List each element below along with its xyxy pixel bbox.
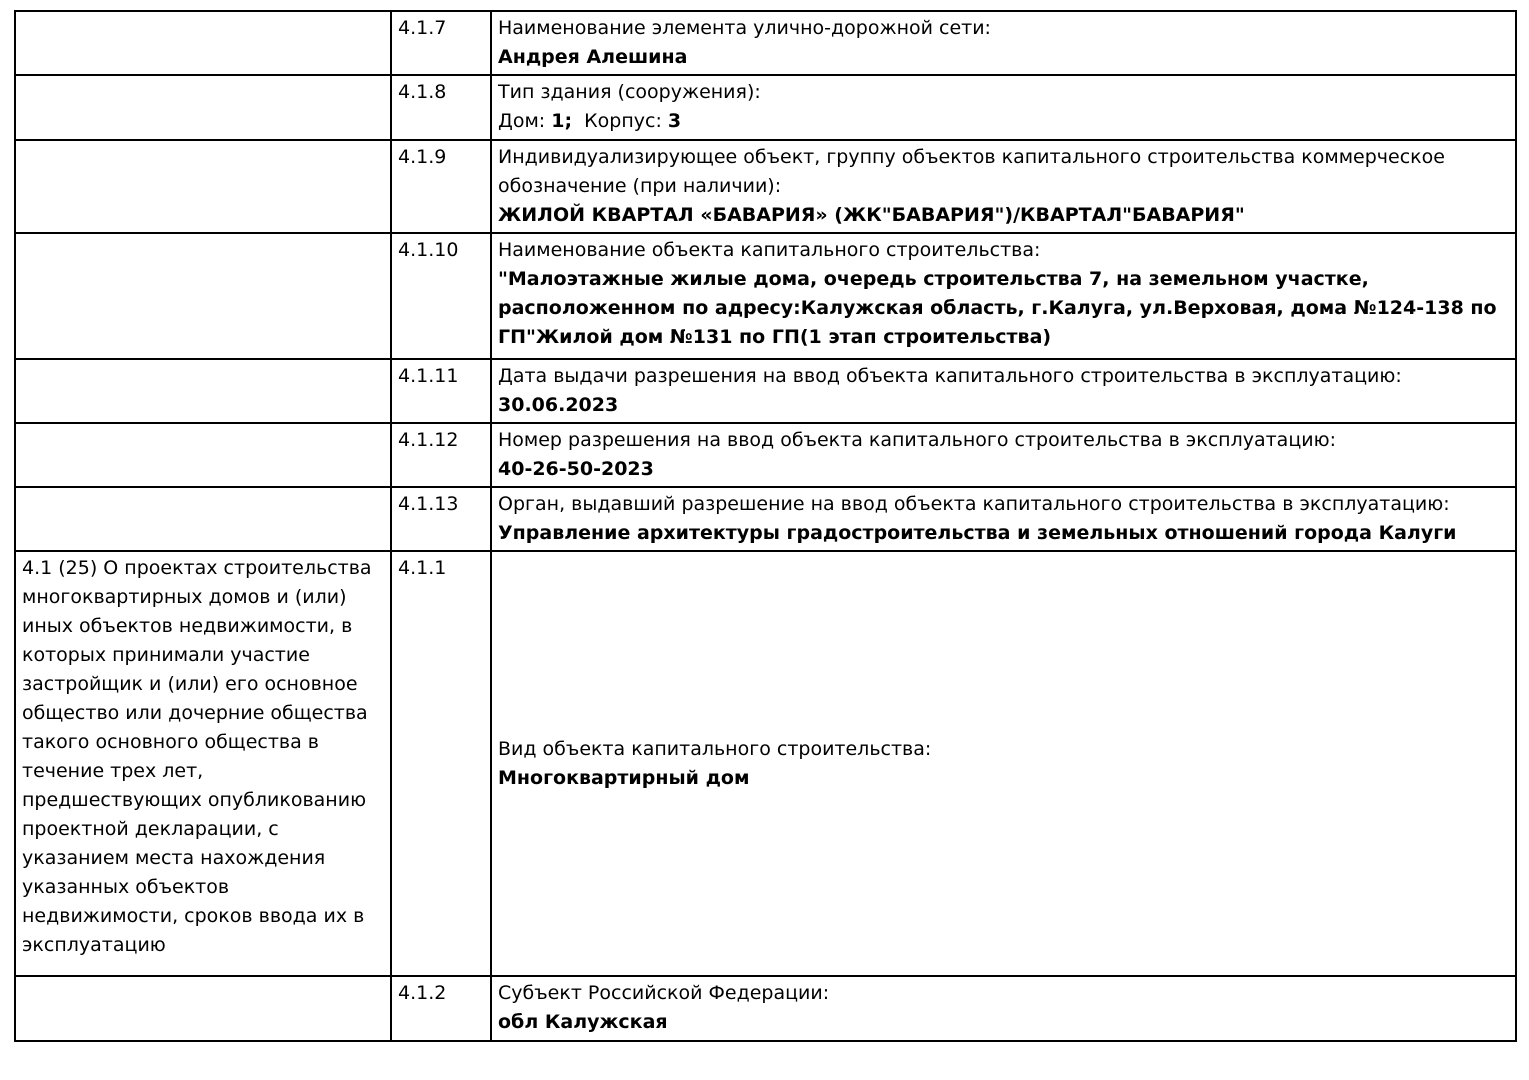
- declaration-table: [14, 10, 1517, 1042]
- row-number: 4.1.11: [391, 359, 491, 423]
- field-label: Субъект Российской Федерации:: [498, 982, 830, 1004]
- field-label: Индивидуализирующее объект, группу объектов капитального строительства коммерческое обозначение (при наличии):: [498, 146, 1445, 197]
- field-label: Вид объекта капитального строительства:: [498, 737, 932, 760]
- field-label: Наименование объекта капитального строительства:: [498, 239, 1041, 261]
- table-row: [15, 140, 1516, 233]
- table-row: [15, 359, 1516, 423]
- section-cell-empty: [15, 11, 391, 75]
- field-cell: [491, 140, 1516, 233]
- section-cell-empty: [15, 140, 391, 233]
- row-number: 4.1.7: [391, 11, 491, 75]
- section-cell-empty: [15, 359, 391, 423]
- row-number: 4.1.13: [391, 487, 491, 551]
- table-row: [15, 75, 1516, 140]
- field-value: обл Калужская: [498, 1011, 668, 1033]
- section-cell-empty: [15, 75, 391, 140]
- table-row: [15, 551, 1516, 976]
- field-cell: [491, 75, 1516, 140]
- value-part: Корпус:: [572, 110, 668, 132]
- section-description: 4.1 (25) О проектах строительства многоквартирных домов и (или) иных объектов недвижимости, в которых принимали участие застройщик и (или) его основное общество или дочерние общества такого основного общества в течение трех лет, предшествующих опубликованию проектной декларации, с указанием места нахождения указанных объектов недвижимости, сроков ввода их в эксплуатацию: [15, 551, 391, 976]
- field-label: Орган, выдавший разрешение на ввод объекта капитального строительства в эксплуатацию:: [498, 493, 1450, 515]
- section-cell-empty: [15, 487, 391, 551]
- row-number: 4.1.1: [391, 551, 491, 976]
- field-cell: [491, 487, 1516, 551]
- value-part: 1;: [551, 110, 573, 132]
- field-value: [498, 107, 1509, 136]
- field-cell: [491, 359, 1516, 423]
- field-label: Тип здания (сооружения):: [498, 81, 761, 103]
- field-value: ЖИЛОЙ КВАРТАЛ «БАВАРИЯ» (ЖК"БАВАРИЯ")/КВАРТАЛ"БАВАРИЯ": [498, 204, 1245, 226]
- field-cell: [491, 976, 1516, 1041]
- field-value: Андрея Алешина: [498, 46, 688, 68]
- field-value: Многоквартирный дом: [498, 766, 750, 789]
- row-number: 4.1.10: [391, 233, 491, 359]
- value-part: 3: [667, 110, 682, 132]
- table-row: [15, 976, 1516, 1041]
- field-value: 40-26-50-2023: [498, 458, 654, 480]
- field-cell: [491, 233, 1516, 359]
- table-row: [15, 423, 1516, 487]
- section-cell-empty: [15, 423, 391, 487]
- field-cell: [491, 11, 1516, 75]
- field-label: Дата выдачи разрешения на ввод объекта капитального строительства в эксплуатацию:: [498, 365, 1402, 387]
- value-part: Дом:: [498, 110, 552, 132]
- row-number: 4.1.8: [391, 75, 491, 140]
- field-cell: [491, 551, 1516, 976]
- field-value: 30.06.2023: [498, 394, 619, 416]
- section-cell-empty: [15, 233, 391, 359]
- table-row: [15, 487, 1516, 551]
- field-label: Наименование элемента улично-дорожной сети:: [498, 17, 991, 39]
- table-row: [15, 233, 1516, 359]
- field-cell: [491, 423, 1516, 487]
- section-cell-empty: [15, 976, 391, 1041]
- row-number: 4.1.2: [391, 976, 491, 1041]
- row-number: 4.1.12: [391, 423, 491, 487]
- table-row: [15, 11, 1516, 75]
- row-number: 4.1.9: [391, 140, 491, 233]
- field-label: Номер разрешения на ввод объекта капитального строительства в эксплуатацию:: [498, 429, 1336, 451]
- field-value: Управление архитектуры градостроительства и земельных отношений города Калуги: [498, 522, 1457, 544]
- field-value: "Малоэтажные жилые дома, очередь строительства 7, на земельном участке, расположенном по адресу:Калужская область, г.Калуга, ул.Верховая, дома №124-138 по ГП"Жилой дом №131 по ГП(1 этап строительства): [498, 268, 1497, 348]
